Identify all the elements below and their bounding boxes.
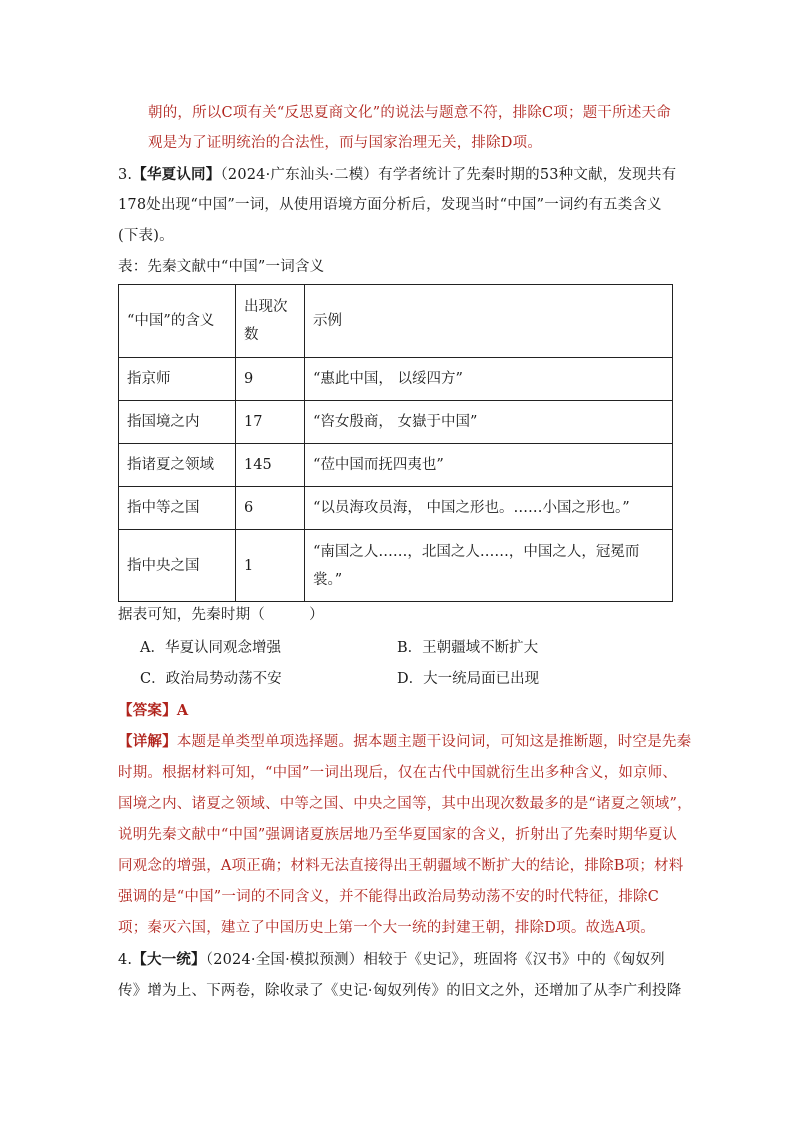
question-number: 3.: [118, 167, 133, 183]
table-cell-meaning: 指国境之内: [119, 401, 236, 444]
table-caption: 表：先秦文献中“中国”一词含义: [118, 259, 325, 275]
answer-value: A: [176, 702, 189, 719]
table-row: [119, 530, 673, 602]
table-row: [119, 401, 673, 444]
question-source: （2024·广东汕头·二模）有学者统计了先秦时期的53种文献，发现共有: [220, 167, 677, 183]
table-header-example: 示例: [305, 285, 673, 358]
analysis-line-1: [118, 732, 691, 752]
table-cell-example: “咨女殷商， 女嶽于中国”: [305, 401, 673, 444]
table-cell-example: “惠此中国， 以绥四方”: [305, 358, 673, 401]
table-cell-count: 1: [236, 530, 305, 602]
table-cell-meaning: 指诸夏之领域: [119, 444, 236, 487]
table-header-count: 出现次数: [236, 285, 305, 358]
table-cell-count: 17: [236, 401, 305, 444]
analysis-line-4: 说明先秦文献中“中国”强调诸夏族居地乃至华夏国家的含义，折射出了先秦时期华夏认: [118, 827, 678, 843]
question-3-line-1: [118, 165, 676, 185]
question-3-line-2: 178处出现“中国”一词，从使用语境方面分析后，发现当时“中国”一词约有五类含义: [118, 197, 662, 213]
question-tag: 【大一统】: [132, 951, 206, 968]
option-a: A．华夏认同观念增强: [140, 640, 281, 656]
question-number: 4.: [118, 952, 133, 968]
answer-label: 【答案】: [118, 702, 177, 719]
table-cell-meaning: 指京师: [119, 358, 236, 401]
table-row: [119, 487, 673, 530]
question-stem: 据表可知，先秦时期（ ）: [118, 607, 324, 623]
table-cell-meaning: 指中等之国: [119, 487, 236, 530]
table-row: [119, 358, 673, 401]
table-cell-count: 145: [236, 444, 305, 487]
question-tag: 【华夏认同】: [132, 166, 221, 183]
question-3-line-3: (下表)。: [118, 228, 174, 244]
question-4-line-1: [118, 950, 665, 970]
table-cell-example: “莅中国而抚四夷也”: [305, 444, 673, 487]
option-d: D．大一统局面已出现: [397, 671, 540, 687]
table-cell-example: “以员海攻员海， 中国之形也。……小国之形也。”: [305, 487, 673, 530]
table-header-row: [119, 285, 673, 358]
question-source: （2024·全国·模拟预测）相较于《史记》，班固将《汉书》中的《匈奴列: [205, 952, 665, 968]
table-header-meaning: “中国”的含义: [119, 285, 236, 358]
analysis-line-3: 国境之内、诸夏之领域、中等之国、中央之国等，其中出现次数最多的是“诸夏之领域”，: [118, 796, 692, 812]
meaning-table: [118, 284, 673, 602]
table-cell-example: “南国之人……，北国之人……，中国之人，冠冕而裳。”: [305, 530, 673, 602]
question-4-line-2: 传》增为上、下两卷，除收录了《史记·匈奴列传》的旧文之外，还增加了从李广利投降: [118, 983, 682, 999]
analysis-line-7: 项；秦灭六国，建立了中国历史上第一个大一统的封建王朝，排除D项。故选A项。: [118, 920, 655, 936]
prev-analysis-line-2: 观是为了证明统治的合法性，而与国家治理无关，排除D项。: [148, 135, 543, 151]
answer-line: [118, 701, 188, 721]
option-c: C．政治局势动荡不安: [140, 671, 282, 687]
prev-analysis-line-1: 朝的，所以C项有关“反思夏商文化”的说法与题意不符，排除C项；题干所述天命: [148, 105, 671, 121]
table-cell-meaning: 指中央之国: [119, 530, 236, 602]
analysis-line-2: 时期。根据材料可知，“中国”一词出现后，仅在古代中国就衍生出多种含义，如京师、: [118, 765, 678, 781]
analysis-line-5: 同观念的增强，A项正确；材料无法直接得出王朝疆域不断扩大的结论，排除B项；材料: [118, 858, 684, 874]
analysis-line-6: 强调的是“中国”一词的不同含义，并不能得出政治局势动荡不安的时代特征，排除C: [118, 889, 660, 905]
option-b: B．王朝疆域不断扩大: [397, 640, 539, 656]
table-cell-count: 6: [236, 487, 305, 530]
table-row: [119, 444, 673, 487]
analysis-text: 本题是单类型单项选择题。据本题主题干设问词，可知这是推断题，时空是先秦: [176, 734, 692, 750]
analysis-label: 【详解】: [118, 733, 177, 750]
table-cell-count: 9: [236, 358, 305, 401]
